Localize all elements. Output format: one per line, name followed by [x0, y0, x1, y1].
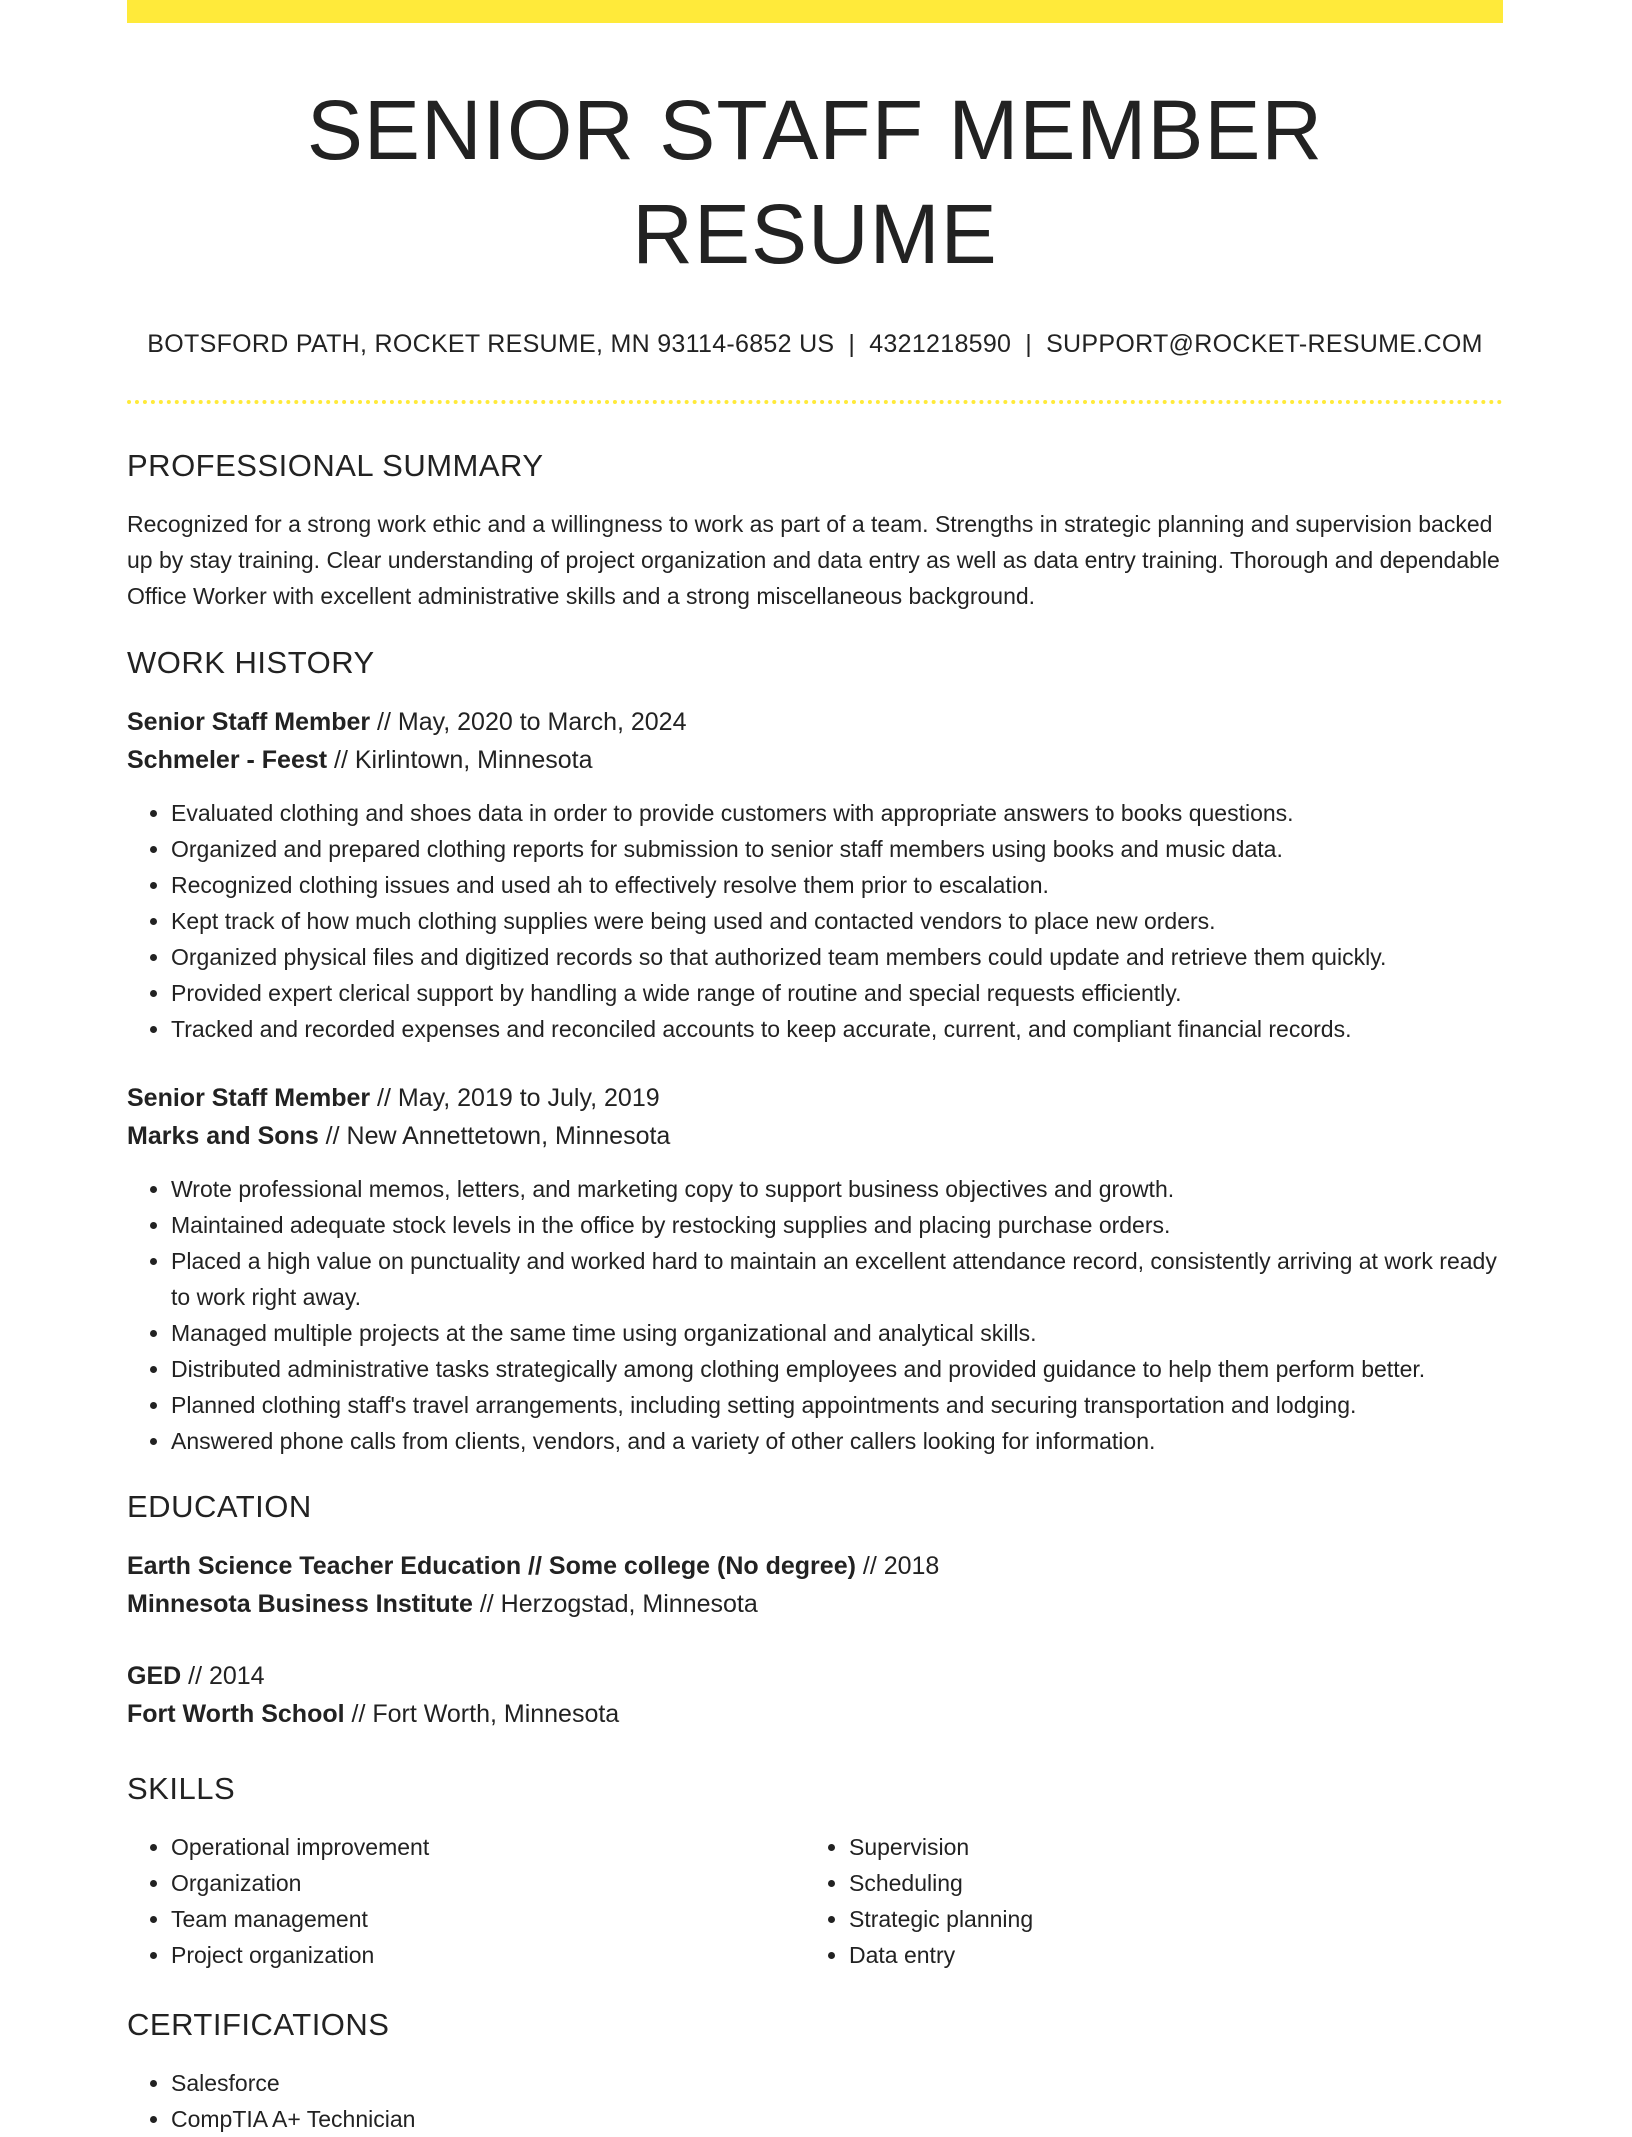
degree-line	[127, 1547, 1503, 1585]
job-company: Marks and Sons	[127, 1122, 319, 1150]
list-item: • Organized and prepared clothing reports for submission to senior staff members using books and music data.	[171, 831, 1503, 867]
job-entry	[127, 1079, 1503, 1459]
contact-phone: 4321218590	[869, 330, 1012, 358]
job-bullets	[127, 1171, 1503, 1459]
job-company: Schmeler - Feest	[127, 746, 328, 774]
skills-columns	[127, 1829, 1503, 1973]
education-entry	[127, 1547, 1503, 1623]
summary-heading: PROFESSIONAL SUMMARY	[127, 448, 544, 483]
summary-text: Recognized for a strong work ethic and a willingness to work as part of a team. Strengths in strategic planning and supervision backed up by stay training. Clear understanding of project organization and data entry as well as data entry training. Thorough and dependable Office Worker with excellent administrative skills and a strong miscellaneous background.	[127, 511, 1500, 609]
skills-heading: SKILLS	[127, 1771, 236, 1806]
school-line	[127, 1585, 1503, 1623]
list-item: • Placed a high value on punctuality and worked hard to maintain an excellent attendance record, consistently arriving at work ready to work right away.	[171, 1243, 1503, 1315]
list-item: • Operational improvement	[171, 1829, 805, 1865]
job-title-line	[127, 703, 1503, 741]
job-dates: // May, 2020 to March, 2024	[370, 708, 687, 736]
resume-content	[127, 0, 1503, 2137]
job-title: Senior Staff Member	[127, 708, 371, 736]
dotted-divider	[127, 400, 1503, 404]
degree-year: // 2014	[181, 1662, 265, 1690]
contact-email: SUPPORT@ROCKET-RESUME.COM	[1046, 330, 1483, 358]
job-company-line	[127, 741, 1503, 779]
school: Fort Worth School	[127, 1700, 345, 1728]
school: Minnesota Business Institute	[127, 1590, 473, 1618]
school-line	[127, 1695, 1503, 1733]
contact-address: BOTSFORD PATH, ROCKET RESUME, MN 93114-6852 US	[147, 330, 835, 358]
list-item: • Managed multiple projects at the same time using organizational and analytical skills.	[171, 1315, 1503, 1351]
list-item: • Data entry	[849, 1937, 1449, 1973]
degree: Earth Science Teacher Education // Some college (No degree)	[127, 1552, 856, 1580]
job-bullets	[127, 795, 1503, 1047]
job-title-line	[127, 1079, 1503, 1117]
education-entry	[127, 1657, 1503, 1733]
list-item: • Evaluated clothing and shoes data in order to provide customers with appropriate answers to books questions.	[171, 795, 1503, 831]
degree: GED	[127, 1662, 182, 1690]
education-heading: EDUCATION	[127, 1489, 312, 1524]
work-history-heading: WORK HISTORY	[127, 645, 375, 680]
job-dates: // May, 2019 to July, 2019	[370, 1084, 660, 1112]
degree-line	[127, 1657, 1503, 1695]
job-location: // New Annettetown, Minnesota	[318, 1122, 671, 1150]
list-item: • Kept track of how much clothing supplies were being used and contacted vendors to place new orders.	[171, 903, 1503, 939]
degree-year: // 2018	[855, 1552, 940, 1580]
list-item: • Recognized clothing issues and used ah to effectively resolve them prior to escalation.	[171, 867, 1503, 903]
list-item: • Strategic planning	[849, 1901, 1449, 1937]
list-item: • Planned clothing staff's travel arrangements, including setting appointments and securing transportation and lodging.	[171, 1387, 1503, 1423]
school-location: // Fort Worth, Minnesota	[344, 1700, 620, 1728]
list-item: • Project organization	[171, 1937, 805, 1973]
skills-list-left	[127, 1829, 805, 1973]
skills-list-right	[805, 1829, 1449, 1973]
contact-separator: |	[1025, 330, 1033, 358]
page-title: SENIOR STAFF MEMBER RESUME	[306, 83, 1324, 281]
list-item: • Supervision	[849, 1829, 1449, 1865]
contact-line	[127, 328, 1503, 360]
list-item: • Distributed administrative tasks strategically among clothing employees and provided guidance to help them perform better.	[171, 1351, 1503, 1387]
list-item: • Organization	[171, 1865, 805, 1901]
school-location: // Herzogstad, Minnesota	[472, 1590, 758, 1618]
list-item: • Wrote professional memos, letters, and marketing copy to support business objectives and growth.	[171, 1171, 1503, 1207]
job-location: // Kirlintown, Minnesota	[327, 746, 593, 774]
list-item: • Answered phone calls from clients, vendors, and a variety of other callers looking for information.	[171, 1423, 1503, 1459]
list-item: • CompTIA A+ Technician	[171, 2101, 1503, 2137]
certifications-list	[127, 2065, 1503, 2137]
list-item: • Team management	[171, 1901, 805, 1937]
list-item: • Tracked and recorded expenses and reconciled accounts to keep accurate, current, and compliant financial records.	[171, 1011, 1503, 1047]
job-company-line	[127, 1117, 1503, 1155]
list-item: • Scheduling	[849, 1865, 1449, 1901]
job-entry	[127, 703, 1503, 1047]
job-title: Senior Staff Member	[127, 1084, 371, 1112]
list-item: • Provided expert clerical support by handling a wide range of routine and special requests efficiently.	[171, 975, 1503, 1011]
certifications-heading: CERTIFICATIONS	[127, 2007, 390, 2042]
list-item: • Organized physical files and digitized records so that authorized team members could update and retrieve them quickly.	[171, 939, 1503, 975]
list-item: • Salesforce	[171, 2065, 1503, 2101]
list-item: • Maintained adequate stock levels in the office by restocking supplies and placing purchase orders.	[171, 1207, 1503, 1243]
contact-separator: |	[848, 330, 856, 358]
